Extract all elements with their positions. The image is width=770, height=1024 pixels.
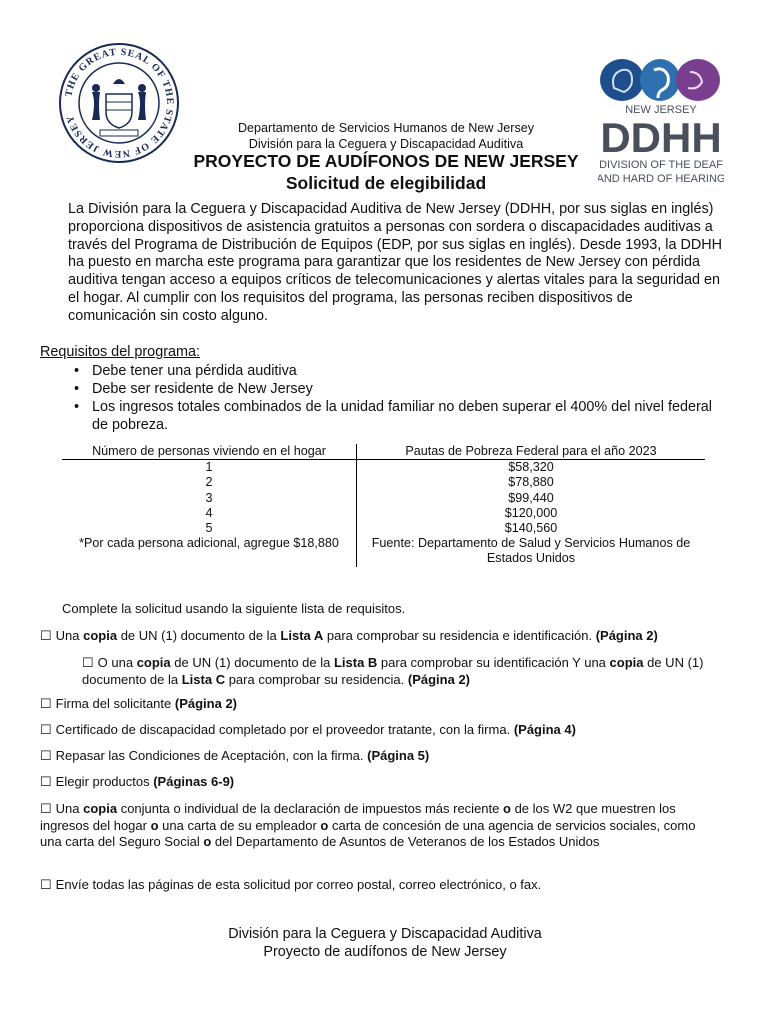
table-row	[62, 506, 705, 521]
checklist-item-list-b-c: ☐ O una copia de UN (1) documento de la Lista B para comprobar su identificación Y una copia de UN (1) documento de la Lista C para comprobar su residencia. (Página 2)	[82, 655, 704, 687]
logo-line2: AND HARD OF HEARING	[598, 173, 724, 185]
requirements-list	[70, 362, 728, 434]
table-row	[62, 521, 705, 536]
table-cell-amount: $58,320	[508, 460, 554, 475]
checklist-item-income: ☐ Una copia conjunta o individual de la declaración de impuestos más reciente o de los W2 que muestren los ingresos del hogar o una carta de su empleador o carta de concesión de una agencia de servicios sociales, como una carta del Seguro Social o del Departamento de Asuntos de Veteranos de los Estados Unidos	[40, 801, 696, 850]
table-cell-people: 2	[62, 475, 357, 490]
table-row	[62, 475, 705, 490]
checkbox[interactable]: ☐	[40, 748, 52, 763]
table-cell-amount: $140,560	[504, 521, 558, 536]
checkbox[interactable]: ☐	[40, 696, 52, 711]
table-cell-amount: $78,880	[508, 475, 554, 490]
checkbox[interactable]: ☐	[82, 655, 94, 670]
table-source: Fuente: Departamento de Salud y Servicios Humanos de Estados Unidos	[371, 536, 691, 566]
agency-block	[186, 120, 586, 152]
checklist-item-conditions: ☐ Repasar las Condiciones de Aceptación, con la firma. (Página 5)	[40, 748, 430, 763]
checklist-intro: Complete la solicitud usando la siguiente lista de requisitos.	[62, 601, 406, 616]
checkbox[interactable]: ☐	[40, 801, 52, 816]
ddhh-logo	[598, 58, 724, 188]
checkbox[interactable]: ☐	[40, 774, 52, 789]
logo-line1: DIVISION OF THE DEAF	[599, 159, 723, 171]
table-cell-people: 1	[62, 460, 357, 476]
logo-acronym: DDHH	[600, 114, 722, 161]
intro-paragraph: La División para la Ceguera y Discapacidad Auditiva de New Jersey (DDHH, por sus siglas en inglés) proporciona dispositivos de asistencia gratuitos a personas con sordera o discapacidades auditivas a través del Programa de Distribución de Equipos (EDP, por sus siglas en inglés). Desde 1993, la DDHH ha puesto en marcha este programa para garantizar que los residentes de New Jersey con pérdida auditiva tengan acceso a equipos críticos de telecomunicaciones y alertas vitales para la seguridad en el hogar. Al cumplir con los requisitos del programa, las personas reciben dispositivos de comunicación sin costo alguno.	[68, 201, 723, 324]
state-seal-icon	[58, 42, 180, 164]
table-footnote: *Por cada persona adicional, agregue $18,880	[62, 536, 357, 566]
page-title	[186, 150, 586, 194]
table-cell-amount: $120,000	[504, 505, 558, 520]
seal-text: THE GREAT SEAL OF THE STATE OF NEW JERSEY	[63, 46, 176, 160]
checklist-item-certificate: ☐ Certificado de discapacidad completado por el proveedor tratante, con la firma. (Página 4)	[40, 722, 576, 737]
ddhh-logo-icon	[598, 58, 724, 188]
table-cell-amount: $99,440	[508, 490, 554, 505]
checkbox[interactable]: ☐	[40, 628, 52, 643]
table-row	[62, 491, 705, 506]
title-line2: Solicitud de elegibilidad	[285, 173, 487, 193]
table-cell-people: 5	[62, 521, 357, 536]
agency-line2: División para la Ceguera y Discapacidad Auditiva	[248, 137, 524, 151]
checklist-item-signature: ☐ Firma del solicitante (Página 2)	[40, 696, 237, 711]
agency-line1: Departamento de Servicios Humanos de New Jersey	[237, 121, 535, 135]
footer-line1: División para la Ceguera y Discapacidad Auditiva	[228, 926, 542, 942]
checkbox[interactable]: ☐	[40, 722, 52, 737]
state-seal	[58, 42, 180, 164]
table-cell-people: 4	[62, 506, 357, 521]
checkbox[interactable]: ☐	[40, 877, 52, 892]
table-header-people: Número de personas viviendo en el hogar	[62, 444, 357, 460]
footer-line2: Proyecto de audífonos de New Jersey	[263, 944, 507, 960]
requirement-item: • Debe ser residente de New Jersey	[78, 380, 728, 398]
table-header-guidelines: Pautas de Pobreza Federal para el año 2023	[357, 444, 706, 460]
checklist-item-send: ☐ Envíe todas las páginas de esta solicitud por correo postal, correo electrónico, o fax.	[40, 877, 542, 892]
requirement-item: • Debe tener una pérdida auditiva	[78, 362, 728, 380]
table-cell-people: 3	[62, 491, 357, 506]
requirements-heading: Requisitos del programa:	[40, 344, 200, 360]
page-footer	[120, 925, 650, 961]
table-row	[62, 536, 705, 566]
logo-state: NEW JERSEY	[625, 104, 697, 116]
table-row	[62, 460, 705, 476]
checklist-item-products: ☐ Elegir productos (Páginas 6-9)	[40, 774, 235, 789]
title-line1: PROYECTO DE AUDÍFONOS DE NEW JERSEY	[193, 151, 579, 171]
poverty-guidelines-table	[62, 444, 705, 567]
checklist-item-list-a: ☐ Una copia de UN (1) documento de la Lista A para comprobar su residencia e identificación. (Página 2)	[40, 628, 658, 643]
requirement-item: • Los ingresos totales combinados de la unidad familiar no deben superar el 400% del nivel federal de pobreza.	[78, 398, 728, 434]
